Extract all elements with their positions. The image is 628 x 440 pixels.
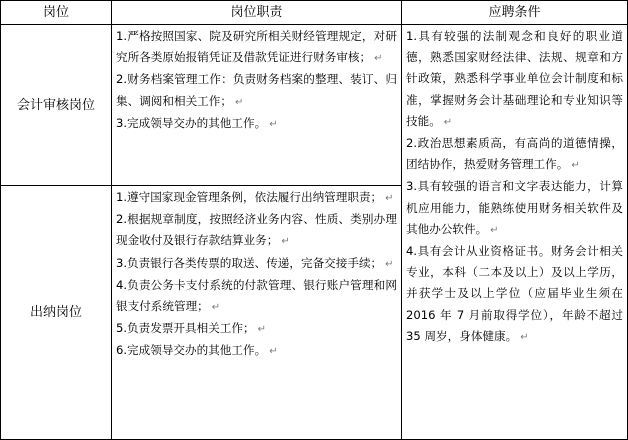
duty-item: 1.严格按照国家、院及研究所相关财经管理规定，对研究所各类原始报销凭证及借款凭证进行财务审核； ↵ [116, 29, 397, 65]
duty-item: 3.负责银行各类传票的取送、传递，完备交接手续； ↵ [116, 255, 394, 270]
role-name-accounting-audit: 会计审核岗位 [16, 98, 95, 113]
duty-item: 2.财务档案管理工作：负责财务档案的整理、装订、归集、调阅和相关工作； ↵ [116, 72, 397, 108]
duty-item: 6.完成领导交办的其他工作。 ↵ [116, 343, 278, 358]
duties-cashier [116, 187, 397, 363]
requirement-item: 3.具有较强的语言和文字表达能力，计算机应用能力，能熟练使用财务相关软件及其他办公软件。 ↵ [406, 179, 623, 236]
requirements-cell [406, 26, 623, 348]
requirement-item: 4.具有会计从业资格证书。财务会计相关专业，本科（二本及以上）及以上学历，并获学士及以上学位（应届毕业生须在 2016 年 7 月前取得学位），年龄不超过 35 周岁，身体健康。 ↵ [406, 244, 623, 343]
header-duties: 岗位职责 [230, 5, 283, 20]
requirement-item: 2.政治思想素质高，有高尚的道德情操，团结协作，热爱财务管理工作。 ↵ [406, 136, 623, 172]
duty-item: 2.根据规章制度，按照经济业务内容、性质、类别办理现金收付及银行存款结算业务； ↵ [116, 212, 397, 248]
duty-item: 1.遵守国家现金管理条例，依法履行出纳管理职责； ↵ [116, 190, 394, 204]
header-requirements: 应聘条件 [488, 5, 541, 20]
duty-item: 3.完成领导交办的其他工作。 ↵ [116, 115, 278, 130]
duties-accounting-audit [116, 26, 397, 135]
requirement-item: 1.具有较强的法制观念和良好的职业道德，熟悉国家财经法律、法规、规章和方针政策，熟悉科学事业单位会计制度和标准，掌握财务会计基础理论和专业知识等技能。 ↵ [406, 29, 623, 128]
duty-item: 4.负责公务卡支付系统的付款管理、银行账户管理和网银支付系统管理； ↵ [116, 277, 397, 314]
header-position: 岗位 [42, 5, 69, 20]
duty-item: 5.负责发票开具相关工作； ↵ [116, 321, 266, 336]
role-name-cashier: 出纳岗位 [29, 305, 82, 320]
